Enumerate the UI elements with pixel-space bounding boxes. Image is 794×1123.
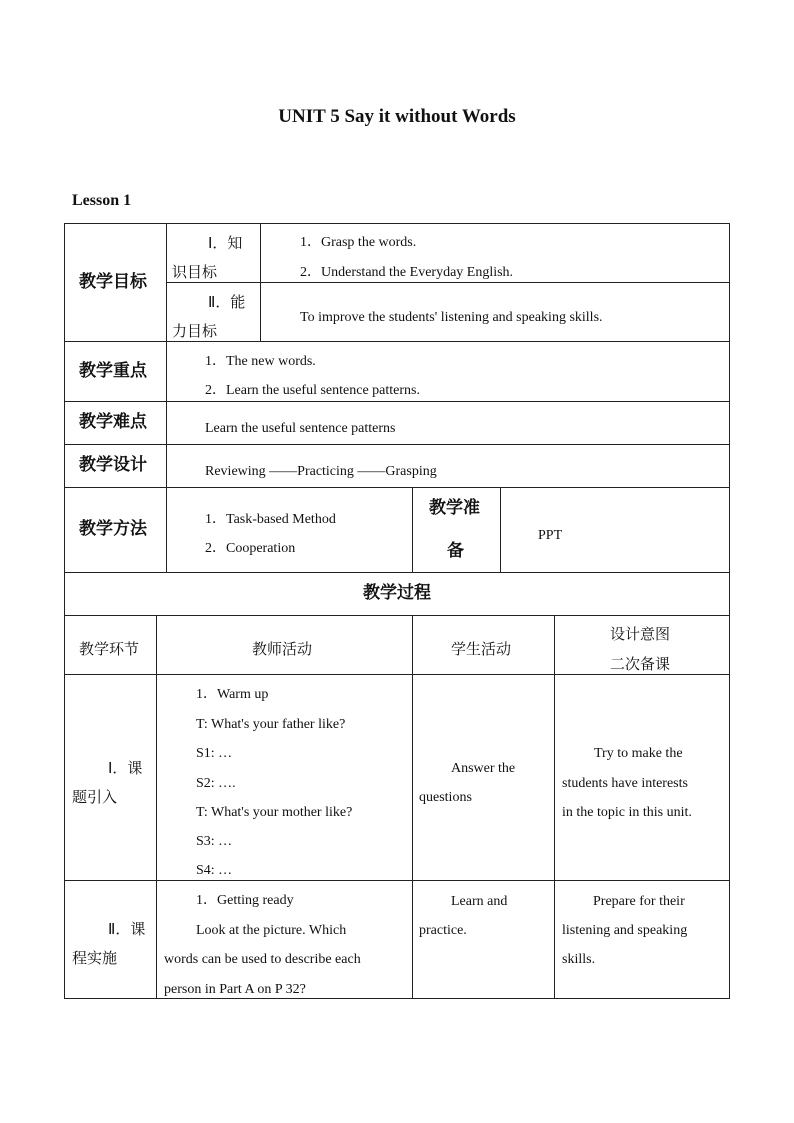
col-student: 学生活动 [451, 640, 512, 658]
student-line1: Answer the [451, 761, 516, 776]
teacher-line: Look at the picture. Which [196, 923, 347, 938]
objectives-label: 教学目标 [79, 272, 147, 292]
knowledge-label-line2: 识目标 [172, 263, 218, 281]
key-points-label: 教学重点 [79, 361, 147, 381]
teacher-line: person in Part A on P 32? [164, 982, 306, 997]
intent-line: listening and speaking [562, 923, 688, 938]
methods-label: 教学方法 [79, 519, 147, 539]
teacher-line: 1．Warm up [196, 687, 269, 702]
knowledge-item-2: 2．Understand the Everyday English. [300, 265, 514, 280]
ability-label-line2: 力目标 [172, 322, 218, 340]
knowledge-label-line1: Ⅰ．知 [208, 234, 243, 252]
prep-label-line2: 备 [447, 541, 464, 561]
col-intent: 设计意图 [610, 625, 671, 643]
teacher-line: S4: … [196, 863, 233, 878]
knowledge-item-1: 1．Grasp the words. [300, 235, 417, 250]
design-label: 教学设计 [79, 455, 147, 475]
ability-label-line1: Ⅱ．能 [208, 293, 246, 311]
intent-line: in the topic in this unit. [562, 805, 692, 820]
stage-line2: 程实施 [72, 949, 118, 967]
teacher-line: 1．Getting ready [196, 893, 294, 908]
intent-line: Prepare for their [593, 894, 685, 909]
difficulties-label: 教学难点 [79, 412, 147, 432]
prep-value: PPT [538, 528, 563, 543]
stage-line1: Ⅱ．课 [108, 920, 146, 938]
process-header: 教学过程 [363, 583, 431, 603]
col-second-prep: 二次备课 [610, 655, 671, 673]
method-item-1: 1．Task-based Method [205, 512, 336, 527]
teacher-line: S2: …. [196, 776, 236, 791]
student-line2: practice. [419, 923, 467, 938]
method-item-2: 2．Cooperation [205, 541, 296, 556]
teacher-line: S3: … [196, 834, 233, 849]
col-teacher: 教师活动 [252, 640, 313, 658]
key-point-1: 1．The new words. [205, 354, 316, 369]
key-point-2: 2．Learn the useful sentence patterns. [205, 383, 420, 398]
teacher-line: T: What's your father like? [196, 717, 346, 732]
intent-line: skills. [562, 952, 596, 967]
intent-line: students have interests [562, 776, 688, 791]
prep-label-line1: 教学准 [429, 498, 480, 518]
intent-line: Try to make the [594, 746, 683, 761]
design-text: Reviewing ——Practicing ——Grasping [205, 464, 437, 479]
teacher-line: T: What's your mother like? [196, 805, 353, 820]
student-line2: questions [419, 790, 472, 805]
ability-text: To improve the students' listening and speaking skills. [300, 310, 603, 325]
document-title: UNIT 5 Say it without Words [278, 106, 516, 127]
student-line1: Learn and [451, 894, 508, 909]
teacher-line: words can be used to describe each [164, 952, 361, 967]
lesson-heading: Lesson 1 [72, 192, 132, 209]
stage-line1: Ⅰ．课 [108, 759, 143, 777]
col-stage: 教学环节 [79, 640, 140, 658]
stage-line2: 题引入 [72, 788, 118, 806]
teacher-line: S1: … [196, 746, 233, 761]
difficulties-text: Learn the useful sentence patterns [205, 421, 396, 436]
